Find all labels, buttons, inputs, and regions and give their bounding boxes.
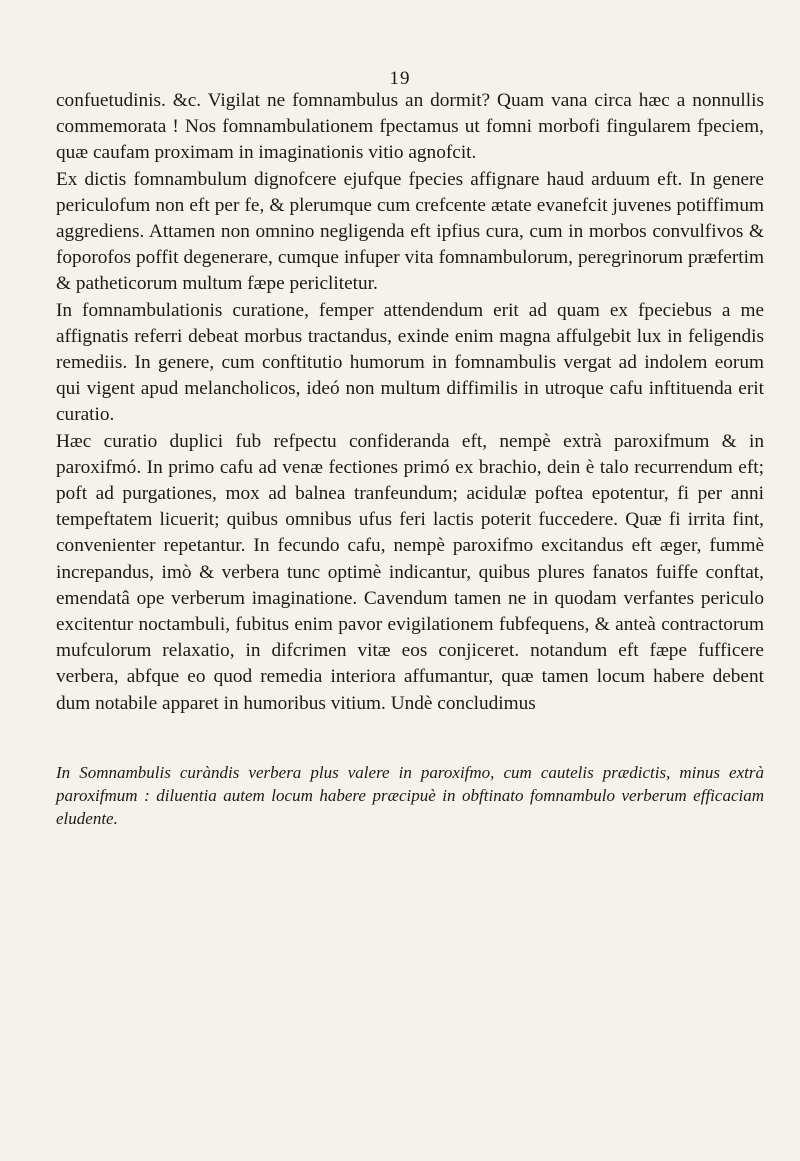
paragraph-3: In fomnambulationis curatione, femper attendendum erit ad quam ex fpeciebus a me affignatis referri debeat morbus tractandus, exinde enim magna affulgebit lux in feligendis remediis. In genere, cum conftitutio humorum in fomnambulis vergat ad indolem eorum qui vigent apud melancholicos, ideó non multum diffimilis in utroque cafu inftituenda erit curatio. — [56, 299, 764, 426]
body-text — [56, 88, 764, 717]
paragraph-2: Ex dictis fomnambulum dignofcere ejufque fpecies affignare haud arduum eft. In genere periculofum non eft per fe, & plerumque cum crefcente ætate evanefcit juvenes potiffimum aggrediens. Attamen non omnino negligenda eft ipfius cura, cum in morbos convulfivos & foporofos poffit degenerare, cumque infuper vita fomnambulorum, peregrinorum præfertim & patheticorum multum fæpe periclitetur. — [56, 168, 764, 295]
conclusion-italic: In Somnambulis curàndis verbera plus valere in paroxifmo, cum cautelis prædictis, minus extrà paroxifmum : diluentia autem locum habere præcipuè in obftinato fomnambulo verberum efficaciam eludente. — [56, 763, 764, 828]
page-number: 19 — [389, 68, 411, 89]
paragraph-1: confuetudinis. &c. Vigilat ne fomnambulus an dormit? Quam vana circa hæc a nonnullis commemorata ! Nos fomnambulationem fpectamus ut fomni morbofi fingularem fpeciem, quæ caufam proximam in imaginationis vitio agnofcit. — [56, 90, 764, 164]
paragraph-4: Hæc curatio duplici fub refpectu confideranda eft, nempè extrà paroxifmum & in paroxifmó. In primo cafu ad venæ fectiones primó ex brachio, dein è talo recurrendum eft; poft ad purgationes, mox ad balnea tranfeundum; acidulæ poftea epotentur, fi per anni tempeftatem licuerit; quibus omnibus ufus feri lactis poterit fuccedere. Quæ fi irrita fint, convenienter repetantur. In fecundo cafu, nempè paroxifmo excitandus eft æger, fummè increpandus, imò & verbera tunc optimè indicantur, quibus plures fanatos fuiffe conftat, emendatâ ope verberum imaginatione. Cavendum tamen ne in quodam verfantes periculo excitentur noctambuli, fubitus enim pavor evigilationem fubfequens, & anteà contractorum mufculorum relaxatio, in difcrimen vitæ eos conjiceret. notandum eft fæpe fufficere verbera, abfque eo quod remedia interiora affumantur, quæ tamen locum habere debent dum notabile apparet in humoribus vitium. Undè concludimus — [56, 430, 764, 714]
